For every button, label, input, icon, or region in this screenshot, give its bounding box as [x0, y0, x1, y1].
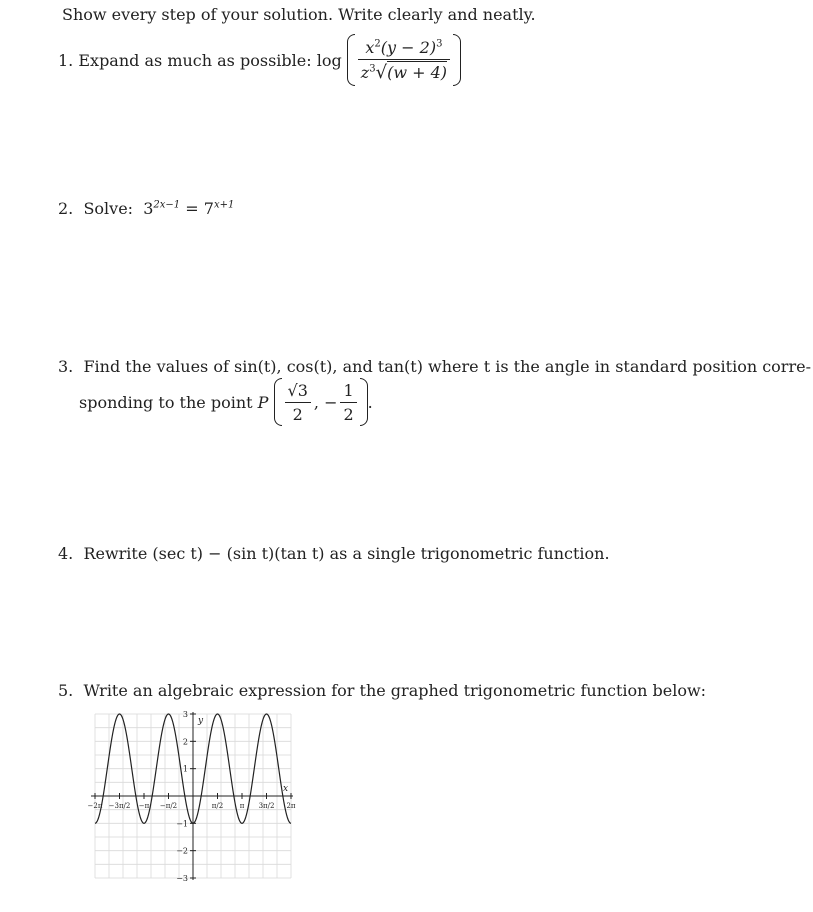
question-5: [58, 681, 706, 700]
q1-prompt: Expand as much as possible:: [78, 50, 312, 70]
x-tick-label: −π/2: [159, 802, 178, 810]
q2-prompt: Solve:: [83, 199, 134, 218]
question-3-line-1: [58, 357, 811, 376]
x-tick-label: π: [239, 802, 245, 810]
y-tick-label: −2: [176, 846, 188, 856]
q3-line1: Find the values of sin(t), cos(t), and tan(t) where t is the angle in standard position corre-: [83, 357, 811, 376]
q1-numerator: $x^2(y - 2)^3$: [365, 37, 443, 57]
q5-number: 5.: [58, 681, 74, 700]
x-tick-label: 2π: [286, 802, 296, 810]
instructions: Show every step of your solution. Write clearly and neatly.: [62, 5, 536, 24]
sqrt-symbol: √(w + 4): [375, 61, 448, 83]
q3-number: 3.: [58, 357, 74, 376]
x-tick-label: −2π: [87, 802, 103, 810]
q1-number: 1.: [58, 50, 74, 70]
q2-equation: $3^{2x-1} = 7^{x+1}$: [143, 199, 235, 218]
q1-denominator: $z^3√(w + 4)$: [358, 59, 450, 83]
question-2: [58, 199, 234, 218]
right-paren: [453, 34, 461, 86]
q1-log: log: [316, 50, 342, 70]
y-coordinate: $\frac{1}{2}$: [340, 381, 356, 424]
question-1: [58, 30, 461, 90]
y-tick-label: 3: [182, 710, 188, 719]
question-4: [58, 544, 610, 563]
x-coordinate: $\frac{√3}{2}$: [285, 381, 311, 424]
y-tick-label: 2: [182, 737, 188, 747]
q4-number: 4.: [58, 544, 74, 563]
q2-number: 2.: [58, 199, 74, 218]
q3-line2-prefix: sponding to the point: [79, 392, 253, 412]
left-paren: [347, 34, 355, 86]
x-axis-label: x: [283, 784, 289, 794]
q4-text: Rewrite (sec t) − (sin t)(tan t) as a single trigonometric function.: [83, 544, 610, 563]
q5-text: Write an algebraic expression for the graphed trigonometric function below:: [83, 681, 707, 700]
point-label: P: [257, 392, 269, 412]
question-3-line-2: sponding to the point P $\frac{√3}{2}$ , − $\frac{1}{2}$ .: [79, 376, 373, 428]
trig-graph: [80, 708, 300, 884]
x-tick-label: −π: [138, 802, 150, 810]
x-tick-label: −3π/2: [108, 802, 131, 810]
y-axis-label: y: [198, 716, 204, 726]
right-paren: [360, 378, 368, 426]
y-tick-label: −1: [176, 819, 188, 829]
y-tick-label: 1: [182, 764, 188, 774]
x-tick-label: π/2: [211, 802, 224, 810]
x-tick-label: 3π/2: [258, 802, 275, 810]
y-tick-label: −3: [176, 874, 188, 883]
left-paren: [274, 378, 282, 426]
q1-fraction: [358, 38, 450, 83]
